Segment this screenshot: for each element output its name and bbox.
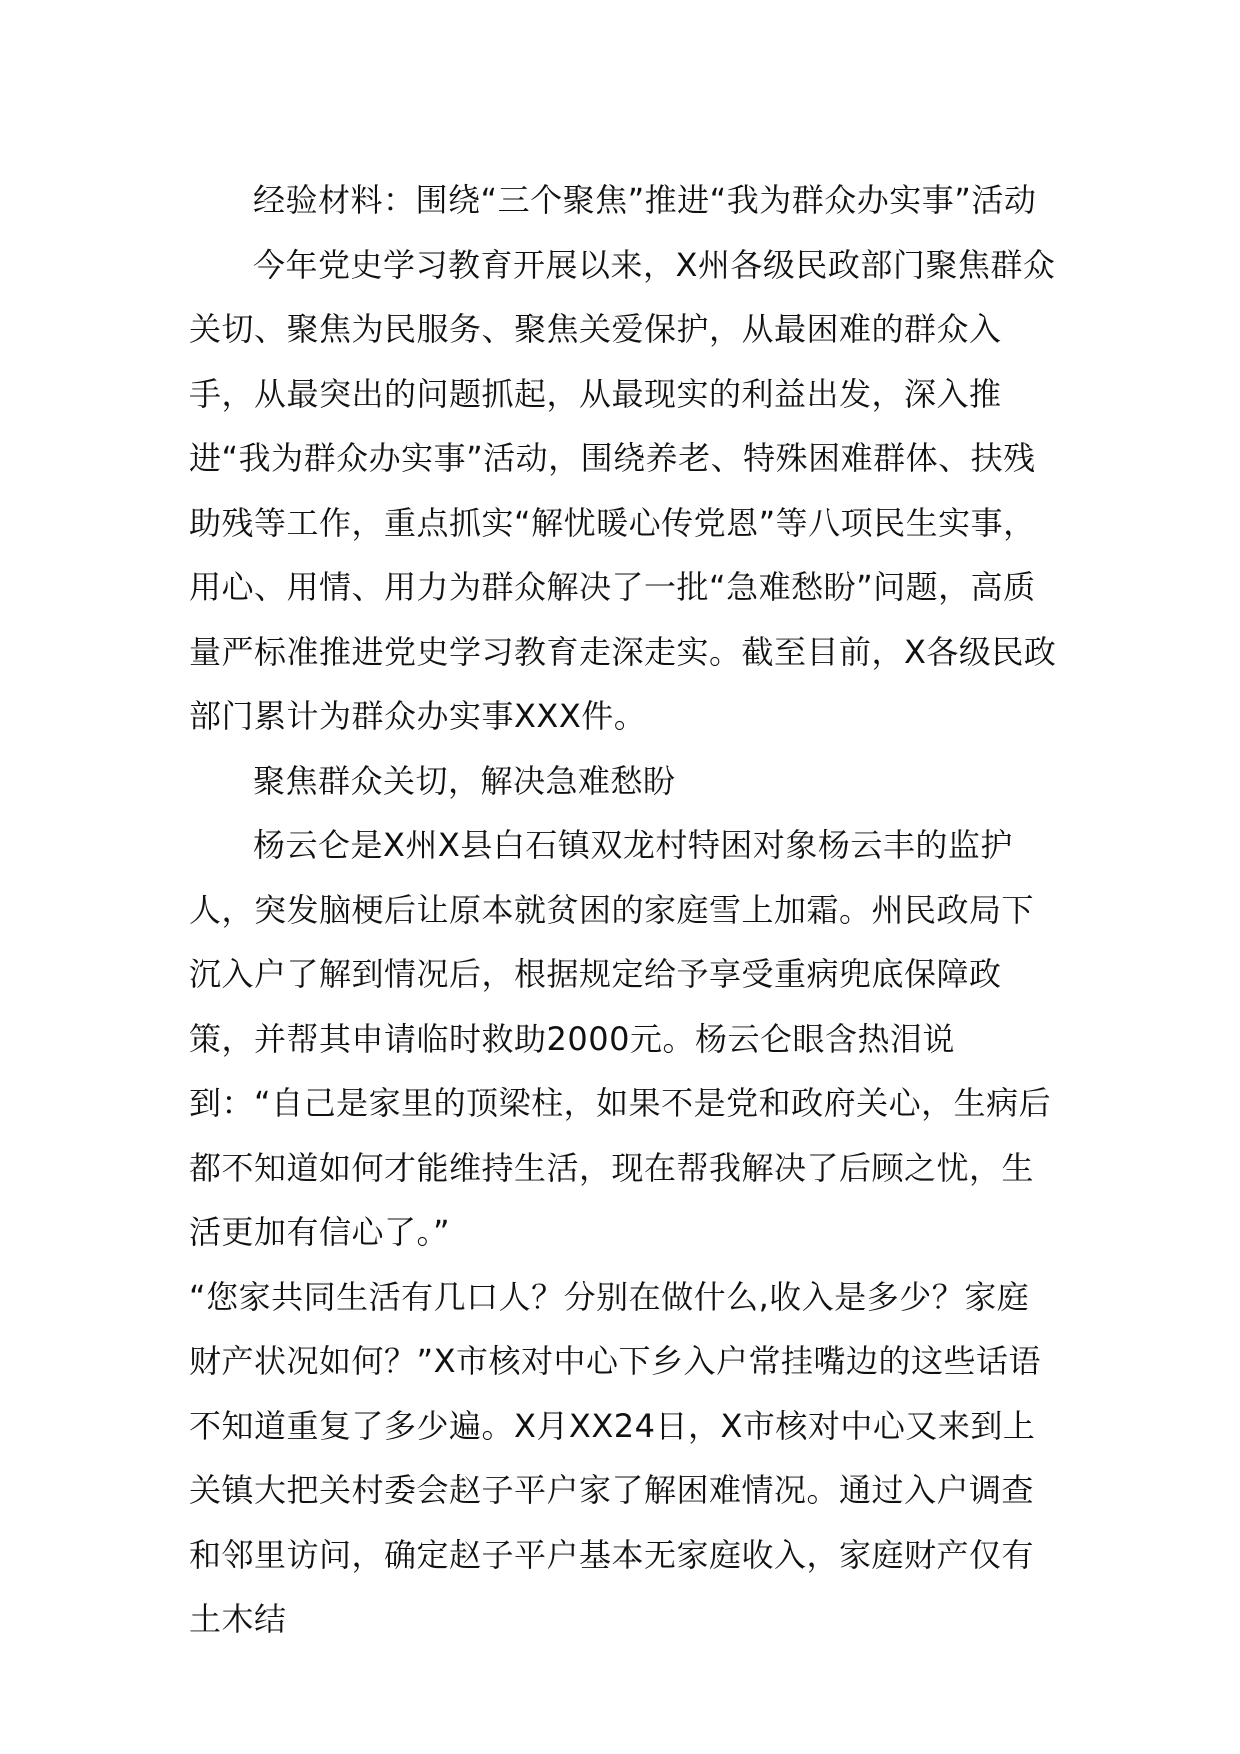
paragraph-case-2: “您家共同生活有几口人？分别在做什么,收入是多少？家庭财产状况如何？”X市核对中心下乡入户常挂嘴边的这些话语不知道重复了多少遍。X月XX24日，X市核对中心又来到上关镇大把关村委会赵子平户家了解困难情况。通过入户调查和邻里访问，确定赵子平户基本无家庭收入，家庭财产仅有土木结: [189, 1277, 1042, 1638]
section-heading: 聚焦群众关切，解决急难愁盼: [253, 761, 676, 800]
paragraph-case-1: 杨云仑是X州X县白石镇双龙村特困对象杨云丰的监护人，突发脑梗后让原本就贫困的家庭雪上加霜。州民政局下沉入户了解到情况后，根据规定给予享受重病兜底保障政策，并帮其申请临时救助2000元。杨云仑眼含热泪说到：“自己是家里的顶梁柱，如果不是党和政府关心，生病后都不知道如何才能维持生活，现在帮我解决了后顾之忧，生活更加有信心了。”: [189, 826, 1052, 1251]
paragraph-intro: 今年党史学习教育开展以来，X州各级民政部门聚焦群众关切、聚焦为民服务、聚焦关爱保护，从最困难的群众入手，从最突出的问题抓起，从最现实的利益出发，深入推进“我为群众办实事”活动，围绕养老、特殊困难群体、扶残助残等工作，重点抓实“解忧暖心传党恩”等八项民生实事，用心、用情、用力为群众解决了一批“急难愁盼”问题，高质量严标准推进党史学习教育走深走实。截至目前，X各级民政部门累计为群众办实事XXX件。: [189, 245, 1057, 735]
document-title: 经验材料：围绕“三个聚焦”推进“我为群众办实事”活动: [253, 181, 1037, 219]
document-body: [189, 168, 1059, 1652]
